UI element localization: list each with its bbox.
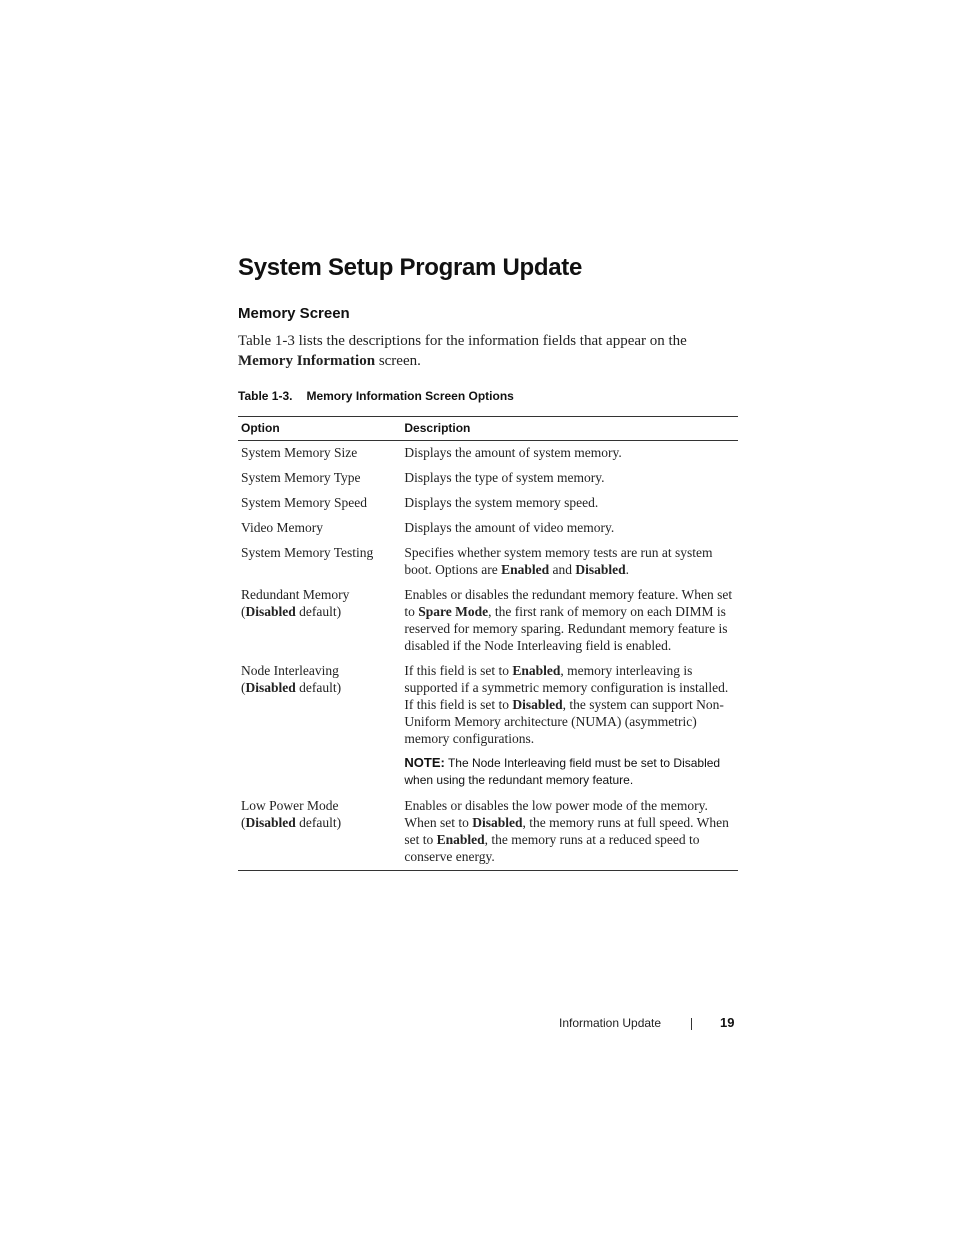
- desc-text: , the first rank of memory on each DIMM is reserved for memory sparing. Redundant memory feature is disabled if the Node Interleaving field is enabled.: [404, 604, 728, 653]
- page-number: 19: [720, 1015, 735, 1030]
- desc-text: Enables or disables the redundant memory feature. When set to: [404, 587, 733, 619]
- desc-bold: Spare Mode: [418, 604, 489, 619]
- description-cell: [401, 582, 738, 658]
- table-header-row: [238, 417, 738, 441]
- intro-paragraph: [238, 332, 698, 371]
- desc-text: , the memory runs at a reduced speed to conserve energy.: [404, 832, 700, 864]
- option-cell: Video Memory: [241, 520, 324, 535]
- section-title: Memory Screen: [238, 305, 350, 322]
- desc-bold: Disabled: [472, 815, 523, 830]
- desc-bold: Enabled: [512, 663, 561, 678]
- desc-text: If this field is set to: [404, 663, 513, 678]
- option-cell: System Memory Testing: [241, 545, 374, 560]
- table-caption: [238, 389, 514, 403]
- note-text: The Node Interleaving field must be set to: [444, 756, 674, 770]
- option-name: Node Interleaving: [241, 663, 339, 678]
- intro-text-end: screen.: [375, 352, 421, 369]
- table-caption-title: Memory Information Screen Options: [306, 389, 514, 403]
- note-bold: Disabled: [673, 756, 721, 770]
- table-row: [238, 515, 738, 540]
- table-row: [238, 582, 738, 658]
- desc-text: , memory interleaving is supported if a symmetric memory configuration is installed. If this field is set to: [404, 663, 729, 712]
- description-cell: [401, 540, 738, 582]
- table-row: [238, 490, 738, 515]
- table-row: [238, 465, 738, 490]
- default-value: Disabled: [245, 604, 296, 619]
- desc-text: , the memory runs at full speed. When set to: [404, 815, 729, 847]
- intro-bold-text: Memory Information: [238, 352, 376, 369]
- default-value: Disabled: [245, 680, 296, 695]
- page-title: System Setup Program Update: [238, 254, 582, 281]
- desc-text: and: [549, 562, 576, 577]
- option-name: Redundant Memory: [241, 587, 350, 602]
- description-cell: Displays the amount of video memory.: [404, 520, 615, 535]
- note-label: NOTE:: [404, 755, 445, 770]
- table-row: [238, 441, 738, 466]
- description-cell: Displays the amount of system memory.: [404, 445, 622, 460]
- description-paragraph: [404, 662, 735, 747]
- description-cell: [401, 658, 738, 793]
- default-value: Disabled: [245, 815, 296, 830]
- desc-bold: Disabled: [575, 562, 626, 577]
- memory-options-table: [238, 416, 738, 871]
- option-cell: [238, 658, 401, 793]
- note-text: when using the redundant memory feature.: [404, 773, 634, 787]
- header-description: Description: [401, 417, 738, 441]
- default-open: (: [241, 815, 246, 830]
- description-cell: Displays the type of system memory.: [404, 470, 605, 485]
- table-row: [238, 793, 738, 871]
- note-block: [404, 754, 735, 789]
- option-name: Low Power Mode: [241, 798, 339, 813]
- header-option: Option: [238, 417, 401, 441]
- desc-text: .: [625, 562, 630, 577]
- table-row: [238, 658, 738, 793]
- table-caption-number: Table 1-3.: [238, 389, 293, 403]
- description-cell: Displays the system memory speed.: [404, 495, 599, 510]
- desc-text: , the system can support Non-Uniform Memory architecture (NUMA) (asymmetric) memory configurations.: [404, 697, 724, 746]
- option-cell: System Memory Size: [241, 445, 358, 460]
- footer-separator: [691, 1018, 692, 1030]
- desc-bold: Enabled: [501, 562, 550, 577]
- description-cell: [401, 793, 738, 871]
- option-cell: [238, 793, 401, 871]
- desc-text: Enables or disables the low power mode of the memory. When set to: [404, 798, 708, 830]
- desc-bold: Enabled: [436, 832, 485, 847]
- option-cell: [238, 582, 401, 658]
- default-open: (: [241, 604, 246, 619]
- option-cell: System Memory Type: [241, 470, 361, 485]
- default-close: default): [295, 604, 342, 619]
- default-close: default): [295, 680, 342, 695]
- desc-bold: Disabled: [512, 697, 563, 712]
- default-close: default): [295, 815, 342, 830]
- desc-text: Specifies whether system memory tests are run at system boot. Options are: [404, 545, 713, 577]
- default-open: (: [241, 680, 246, 695]
- option-cell: System Memory Speed: [241, 495, 367, 510]
- intro-text: Table 1-3 lists the descriptions for the information fields that appear on the: [238, 333, 687, 349]
- footer-label: Information Update: [559, 1016, 662, 1030]
- table-row: [238, 540, 738, 582]
